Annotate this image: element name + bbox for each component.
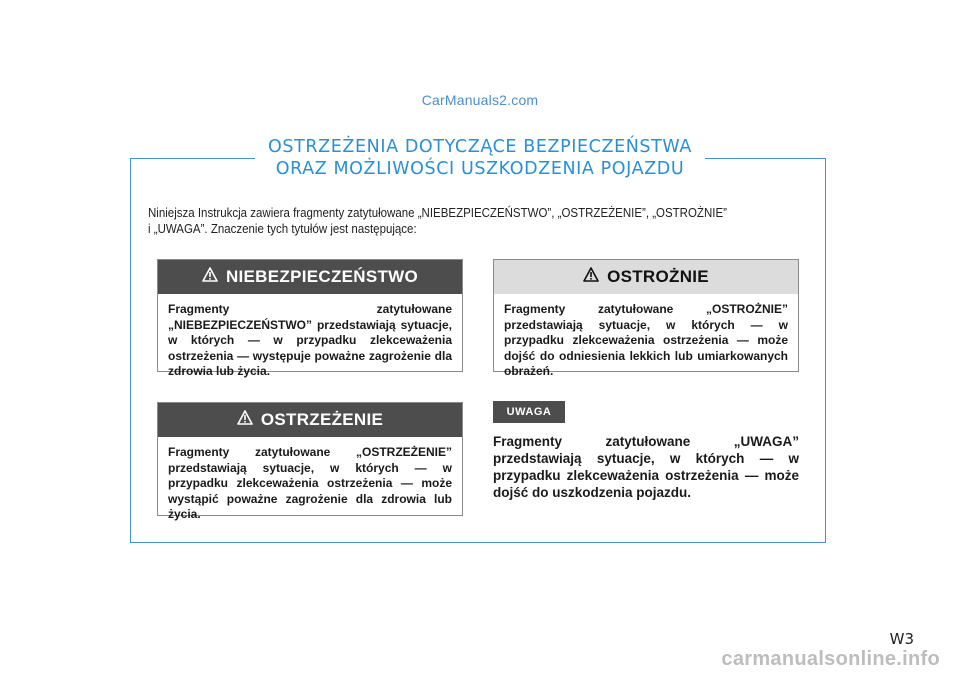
caution-header <box>494 260 798 294</box>
intro-line-2: i „UWAGA”. Znaczenie tych tytułów jest następujące: <box>148 222 417 236</box>
page-title <box>255 136 705 180</box>
watermark-carmanuals2: CarManuals2.com <box>421 92 539 108</box>
notice-text: Fragmenty zatytułowane „UWAGA” przedstawiają sytuacje, w których — w przypadku zlekceważenia ostrzeżenia — może dojść do uszkodzenia pojazdu. <box>493 434 799 500</box>
title-line-1: OSTRZEŻENIA DOTYCZĄCE BEZPIECZEŃSTWA <box>268 137 692 157</box>
danger-header <box>158 260 462 294</box>
warning-triangle-icon <box>237 410 253 430</box>
watermark-carmanualsonline: carmanualsonline.info <box>721 648 940 670</box>
page-number: W3 <box>889 630 914 648</box>
warning-header <box>158 403 462 437</box>
warning-triangle-icon <box>583 267 599 287</box>
notice-badge: UWAGA <box>493 401 565 423</box>
title-line-2: ORAZ MOŻLIWOŚCI USZKODZENIA POJAZDU <box>275 159 685 179</box>
danger-text: Fragmenty zatytułowane „NIEBEZPIECZEŃSTWO” przedstawiają sytuacje, w których — w przypadku zlekceważenia ostrzeżenia — występuje poważne zagrożenie dla zdrowia lub życia. <box>168 302 452 378</box>
intro-line-1: Niniejsza Instrukcja zawiera fragmenty zatytułowane „NIEBEZPIECZEŃSTWO”, „OSTRZEŻENIE”, „OSTROŻNIE” <box>148 206 727 220</box>
danger-box <box>157 259 463 378</box>
caution-text: Fragmenty zatytułowane „OSTROŻNIE” przedstawiają sytuacje, w których — w przypadku zlekceważenia ostrzeżenia — może dojść do odniesienia lekkich lub umiarkowanych obrażeń. <box>504 302 788 378</box>
warning-text: Fragmenty zatytułowane „OSTRZEŻENIE” przedstawiają sytuacje, w których — w przypadku zlekceważenia ostrzeżenia — może wystąpić poważne zagrożenie dla zdrowia lub życia. <box>168 445 452 521</box>
caution-box <box>493 259 799 378</box>
warning-triangle-icon <box>202 267 218 287</box>
caution-header-label: OSTROŻNIE <box>607 267 709 286</box>
intro-paragraph <box>148 205 755 237</box>
warning-box <box>157 402 463 521</box>
danger-header-label: NIEBEZPIECZEŃSTWO <box>225 267 419 286</box>
warning-header-label: OSTRZEŻENIE <box>260 410 384 429</box>
